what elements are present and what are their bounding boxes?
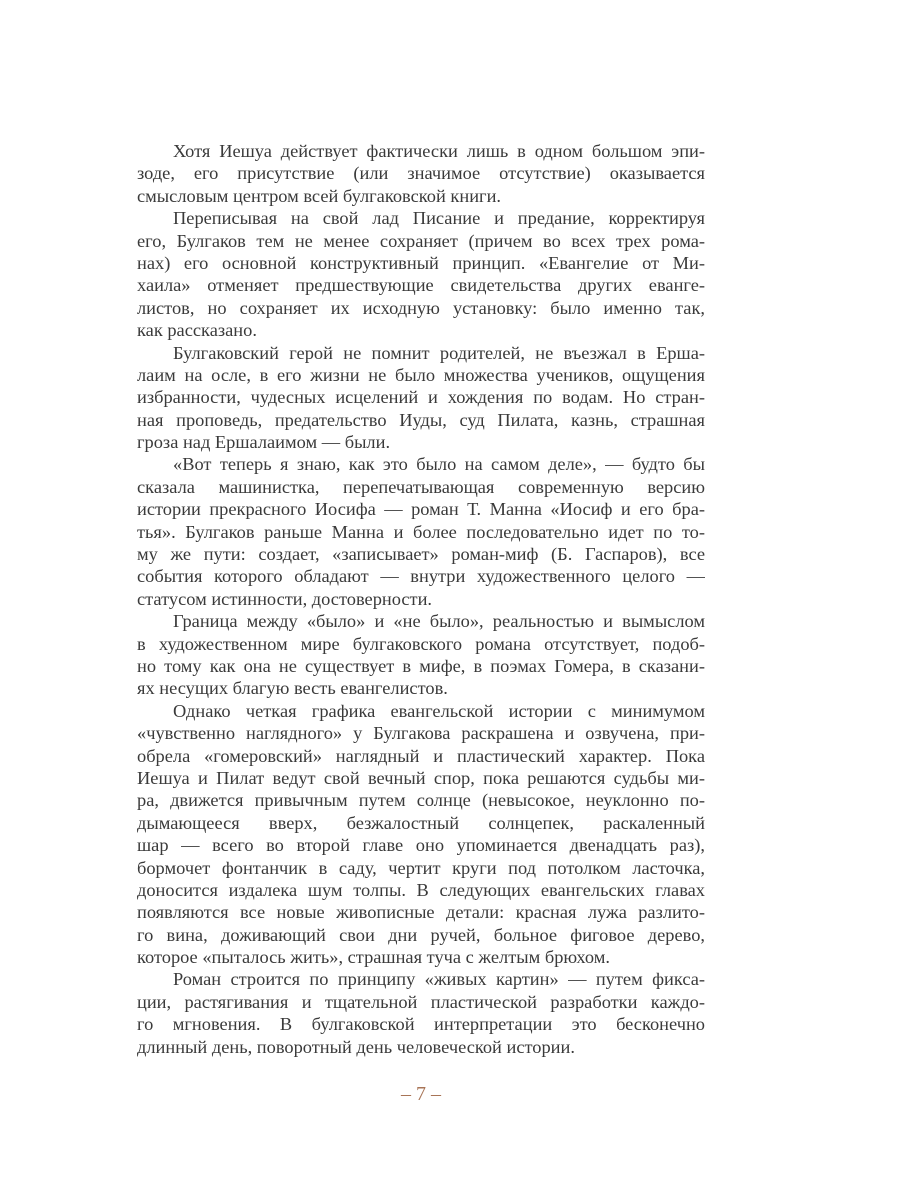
text-line [137, 297, 705, 319]
text-line [137, 185, 705, 207]
text-line [137, 230, 705, 252]
text-line-content: Булгаковский герой не помнит родителей, не въезжал в Ерша- [173, 342, 705, 363]
text-line-content: хаила» отменяет предшествующие свидетельства других еванге- [137, 275, 705, 296]
text-line-content: в художественном мире булгаковского романа отсутствует, подоб- [137, 633, 705, 654]
paragraph [137, 968, 705, 1058]
paragraph [137, 700, 705, 969]
text-line [137, 453, 705, 475]
text-line-content: го вина, доживающий свои дни ручей, больное фиговое дерево, [137, 924, 705, 945]
text-line [137, 409, 705, 431]
text-line [137, 319, 705, 341]
text-line [137, 879, 705, 901]
text-line [137, 767, 705, 789]
text-line-content: «чувственно наглядного» у Булгакова раскрашена и озвучена, при- [137, 723, 705, 744]
text-line [137, 745, 705, 767]
text-line [137, 162, 705, 184]
text-line-content: Иешуа и Пилат ведут свой вечный спор, пока решаются судьбы ми- [137, 767, 705, 788]
text-line [137, 274, 705, 296]
text-line [137, 1013, 705, 1035]
body-text [137, 140, 705, 1058]
text-line [137, 1036, 705, 1058]
text-line [137, 946, 705, 968]
text-line-content: которое «пыталось жить», страшная туча с желтым брюхом. [137, 947, 610, 968]
text-line-content: Переписывая на свой лад Писание и предание, корректируя [173, 208, 705, 229]
text-line [137, 722, 705, 744]
text-line [137, 431, 705, 453]
text-line [137, 924, 705, 946]
text-line-content: избранности, чудесных исцелений и хождения по водам. Но стран- [137, 387, 705, 408]
text-line-content: обрела «гомеровский» наглядный и пластический характер. Пока [137, 745, 705, 766]
text-line-content: ная проповедь, предательство Иуды, суд Пилата, казнь, страшная [137, 409, 705, 430]
text-line [137, 364, 705, 386]
text-line [137, 610, 705, 632]
text-line [137, 543, 705, 565]
text-line [137, 207, 705, 229]
page-number: – 7 – [401, 1083, 441, 1105]
text-line [137, 901, 705, 923]
text-line-content: его, Булгаков тем не менее сохраняет (причем во всех трех рома- [137, 230, 705, 251]
text-line-content: доносится издалека шум толпы. В следующих евангельских главах [137, 879, 705, 900]
text-line [137, 521, 705, 543]
text-line-content: нах) его основной конструктивный принцип. «Евангелие от Ми- [137, 252, 705, 273]
text-line-content: тья». Булгаков раньше Манна и более последовательно идет по то- [137, 521, 705, 542]
text-line [137, 677, 705, 699]
text-line-content: ции, растягивания и тщательной пластической разработки каждо- [137, 991, 705, 1012]
text-line [137, 789, 705, 811]
text-line [137, 633, 705, 655]
paragraph [137, 207, 705, 341]
text-line [137, 140, 705, 162]
text-line [137, 252, 705, 274]
text-line [137, 565, 705, 587]
text-line [137, 700, 705, 722]
text-line [137, 655, 705, 677]
text-line-content: дымающееся вверх, безжалостный солнцепек, раскаленный [137, 812, 705, 833]
paragraph [137, 453, 705, 610]
paragraph [137, 610, 705, 700]
text-line [137, 342, 705, 364]
text-line-content: появляются все новые живописные детали: красная лужа разлито- [137, 902, 705, 923]
text-line [137, 834, 705, 856]
text-line-content: зоде, его присутствие (или значимое отсутствие) оказывается [137, 163, 705, 184]
text-line-content: го мгновения. В булгаковской интерпретации это бесконечно [137, 1014, 705, 1035]
text-line-content: истории прекрасного Иосифа — роман Т. Манна «Иосиф и его бра- [137, 499, 705, 520]
text-line [137, 476, 705, 498]
text-line-content: сказала машинистка, перепечатывающая современную версию [137, 476, 705, 497]
text-line [137, 991, 705, 1013]
text-line-content: бормочет фонтанчик в саду, чертит круги под потолком ласточка, [137, 857, 705, 878]
text-line-content: лаим на осле, в его жизни не было множества учеников, ощущения [137, 364, 705, 385]
paragraph [137, 140, 705, 207]
text-line-content: му же пути: создает, «записывает» роман-миф (Б. Гаспаров), все [137, 544, 705, 565]
text-line-content: как рассказано. [137, 320, 257, 341]
text-line [137, 386, 705, 408]
paragraph [137, 342, 705, 454]
text-line-content: Роман строится по принципу «живых картин» — путем фикса- [173, 969, 705, 990]
text-line-content: Хотя Иешуа действует фактически лишь в одном большом эпи- [173, 141, 705, 161]
text-line-content: длинный день, поворотный день человеческой истории. [137, 1036, 575, 1057]
text-line-content: Граница между «было» и «не было», реальностью и вымыслом [173, 611, 705, 632]
text-line [137, 588, 705, 610]
text-line-content: «Вот теперь я знаю, как это было на самом деле», — будто бы [173, 454, 705, 475]
text-line-content: смысловым центром всей булгаковской книги. [137, 185, 502, 206]
text-line [137, 857, 705, 879]
text-line-content: гроза над Ершалаимом — были. [137, 432, 391, 453]
text-line-content: ях несущих благую весть евангелистов. [137, 678, 448, 699]
text-line-content: листов, но сохраняет их исходную установку: было именно так, [137, 297, 705, 318]
text-line-content: но тому как она не существует в мифе, в поэмах Гомера, в сказани- [137, 655, 705, 676]
text-line-content: шар — всего во второй главе оно упоминается двенадцать раз), [137, 835, 705, 856]
text-line-content: Однако четкая графика евангельской истории с минимумом [173, 700, 705, 721]
text-line-content: статусом истинности, достоверности. [137, 588, 433, 609]
text-line [137, 968, 705, 990]
text-line-content: ра, движется привычным путем солнце (невысокое, неуклонно по- [137, 790, 705, 811]
text-line [137, 498, 705, 520]
text-line [137, 812, 705, 834]
text-line-content: события которого обладают — внутри художественного целого — [137, 566, 705, 587]
